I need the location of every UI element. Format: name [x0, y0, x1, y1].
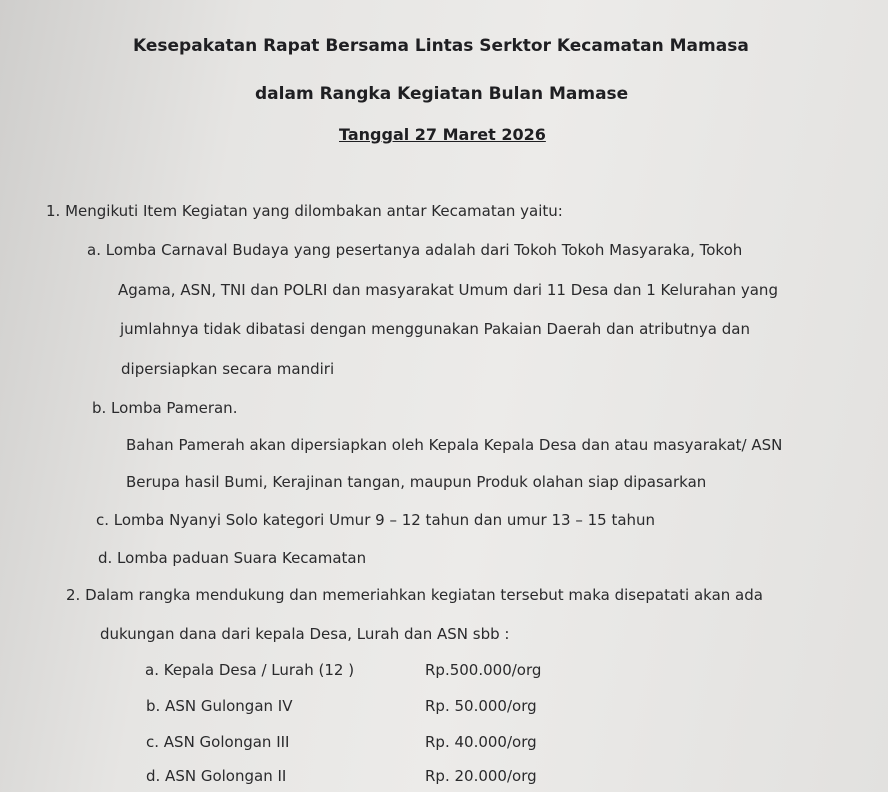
fund-item-amount: Rp. 40.000/org	[425, 733, 537, 751]
section-2-line2: dukungan dana dari kepala Desa, Lurah dan ASN sbb :	[100, 625, 510, 643]
item-a-line3: jumlahnya tidak dibatasi dengan menggunakan Pakaian Daerah dan atributnya dan	[120, 320, 750, 338]
item-a-line2: Agama, ASN, TNI dan POLRI dan masyarakat Umum dari 11 Desa dan 1 Kelurahan yang	[118, 281, 778, 299]
document-title: Kesepakatan Rapat Bersama Lintas Serktor Kecamatan Mamasa	[133, 36, 749, 56]
fund-item-label: a. Kepala Desa / Lurah (12 )	[145, 661, 355, 679]
item-b-line2: Bahan Pamerah akan dipersiapkan oleh Kepala Kepala Desa dan atau masyarakat/ ASN	[126, 436, 783, 454]
section-2-line1: 2. Dalam rangka mendukung dan memeriahkan kegiatan tersebut maka disepatati akan ada	[66, 586, 763, 604]
fund-item-label: d. ASN Golongan II	[146, 767, 287, 785]
fund-item-label: c. ASN Golongan III	[146, 733, 290, 751]
document-subtitle: dalam Rangka Kegiatan Bulan Mamase	[255, 84, 629, 104]
fund-item-amount: Rp. 20.000/org	[425, 767, 537, 785]
section-1-heading: 1. Mengikuti Item Kegiatan yang dilombakan antar Kecamatan yaitu:	[46, 202, 563, 220]
document-date: Tanggal 27 Maret 2026	[339, 125, 546, 144]
fund-item-amount: Rp.500.000/org	[425, 661, 542, 679]
item-b-line1: b. Lomba Pameran.	[92, 399, 238, 417]
item-c: c. Lomba Nyanyi Solo kategori Umur 9 – 12 tahun dan umur 13 – 15 tahun	[96, 511, 656, 529]
item-a-line4: dipersiapkan secara mandiri	[121, 360, 335, 378]
item-d: d. Lomba paduan Suara Kecamatan	[98, 549, 367, 567]
item-b-line3: Berupa hasil Bumi, Kerajinan tangan, maupun Produk olahan siap dipasarkan	[126, 473, 707, 491]
fund-item-amount: Rp. 50.000/org	[425, 697, 537, 715]
fund-item-label: b. ASN Gulongan IV	[146, 697, 293, 715]
item-a-line1: a. Lomba Carnaval Budaya yang pesertanya adalah dari Tokoh Tokoh Masyaraka, Tokoh	[87, 241, 743, 259]
